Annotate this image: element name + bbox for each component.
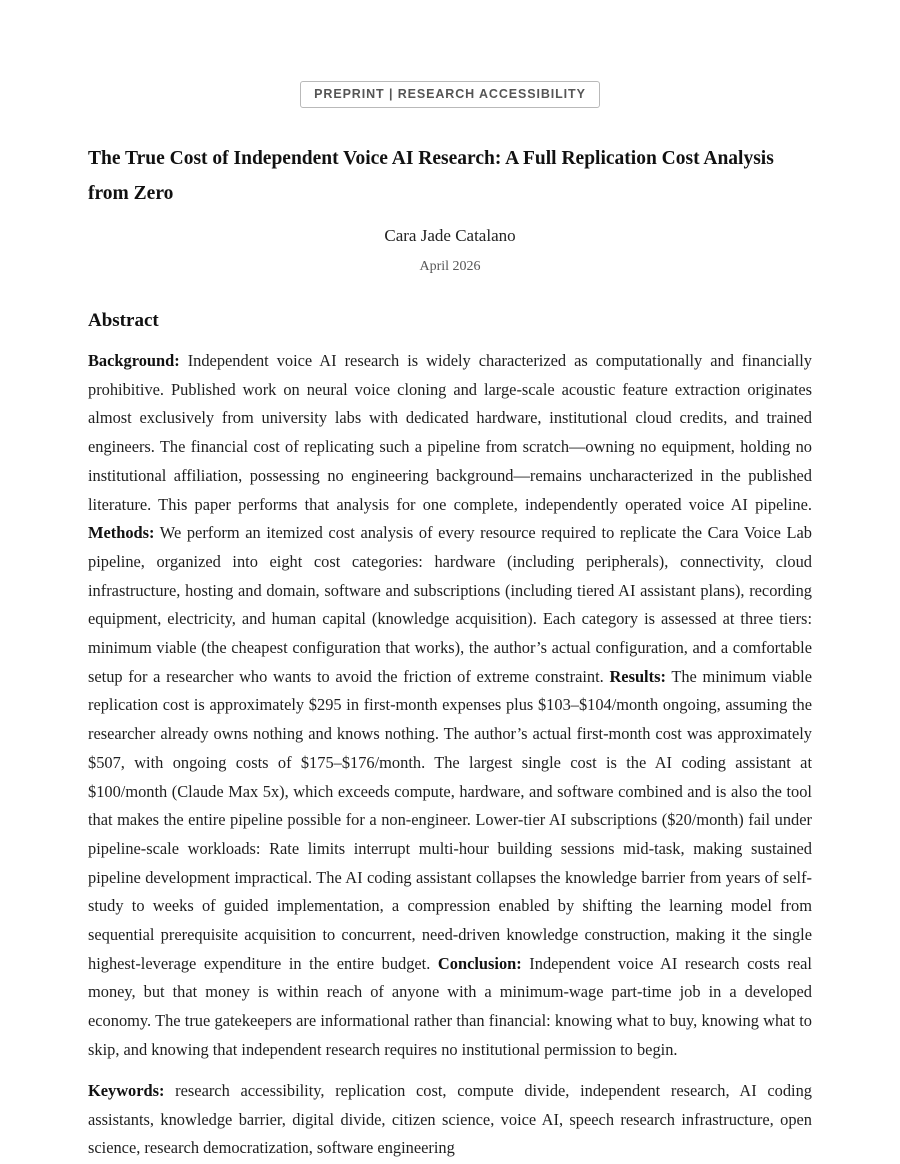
preprint-tag: PREPRINT | RESEARCH ACCESSIBILITY (300, 81, 600, 108)
conclusion-label: Conclusion: (437, 953, 522, 973)
methods-text: We perform an itemized cost analysis of every resource required to replicate the Cara Voice Lab pipeline, organized into eight cost categories: hardware (including peripherals), connectivity, cloud infrastructure, hosting and domain, software and subscriptions (including tiered AI assistant plans), recording equipment, electricity, and human capital (knowledge acquisition). Each category is assessed at three tiers: minimum viable (the cheapest configuration that works), the author’s actual configuration, and a comfortable setup for a researcher who wants to avoid the friction of extreme constraint. (88, 523, 812, 686)
preprint-tag-container (0, 81, 900, 108)
author-name: Cara Jade Catalano (384, 226, 516, 245)
paper-title: The True Cost of Independent Voice AI Research: A Full Replication Cost Analysis from Zero (88, 148, 774, 204)
publication-date: April 2026 (419, 259, 481, 274)
keywords-section (88, 1077, 812, 1163)
keywords-text: research accessibility, replication cost, compute divide, independent research, AI coding assistants, knowledge barrier, digital divide, citizen science, voice AI, speech research infrastructure, open science, research democratization, software engineering (88, 1081, 812, 1158)
abstract-body (88, 347, 812, 1065)
keywords-label: Keywords: (88, 1081, 165, 1100)
abstract-heading: Abstract (88, 310, 159, 331)
results-label: Results: (609, 666, 666, 686)
conclusion-text: Independent voice AI research costs real money, but that money is within reach of anyone with a minimum-wage part-time job in a developed economy. The true gatekeepers are informational rather than financial: knowing what to buy, knowing what to skip, and knowing that independent research requires no institutional permission to begin. (88, 953, 812, 1059)
background-text: Independent voice AI research is widely characterized as computationally and financially prohibitive. Published work on neural voice cloning and large-scale acoustic feature extraction originates almost exclusively from university labs with dedicated hardware, institutional cloud credits, and trained engineers. The financial cost of replicating such a pipeline from scratch—owning no equipment, holding no institutional affiliation, possessing no engineering background—remains uncharacterized in the published literature. This paper performs that analysis for one complete, independently operated voice AI pipeline. (88, 351, 812, 514)
methods-label: Methods: (88, 523, 155, 543)
results-text: The minimum viable replication cost is approximately $295 in first-month expenses plus $103–$104/month ongoing, assuming the researcher already owns nothing and knows nothing. The author’s actual first-month cost was approximately $507, with ongoing costs of $175–$176/month. The largest single cost is the AI coding assistant at $100/month (Claude Max 5x), which exceeds compute, hardware, and software combined and is also the tool that makes the entire pipeline possible for a non-engineer. Lower-tier AI subscriptions ($20/month) fail under pipeline-scale workloads: Rate limits interrupt multi-hour building sessions mid-task, making sustained pipeline development impractical. The AI coding assistant collapses the knowledge barrier from years of self-study to weeks of guided implementation, a compression enabled by shifting the learning model from sequential prerequisite acquisition to concurrent, need-driven knowledge construction, making it the single highest-leverage expenditure in the entire budget. (88, 666, 812, 973)
background-label: Background: (88, 351, 180, 370)
